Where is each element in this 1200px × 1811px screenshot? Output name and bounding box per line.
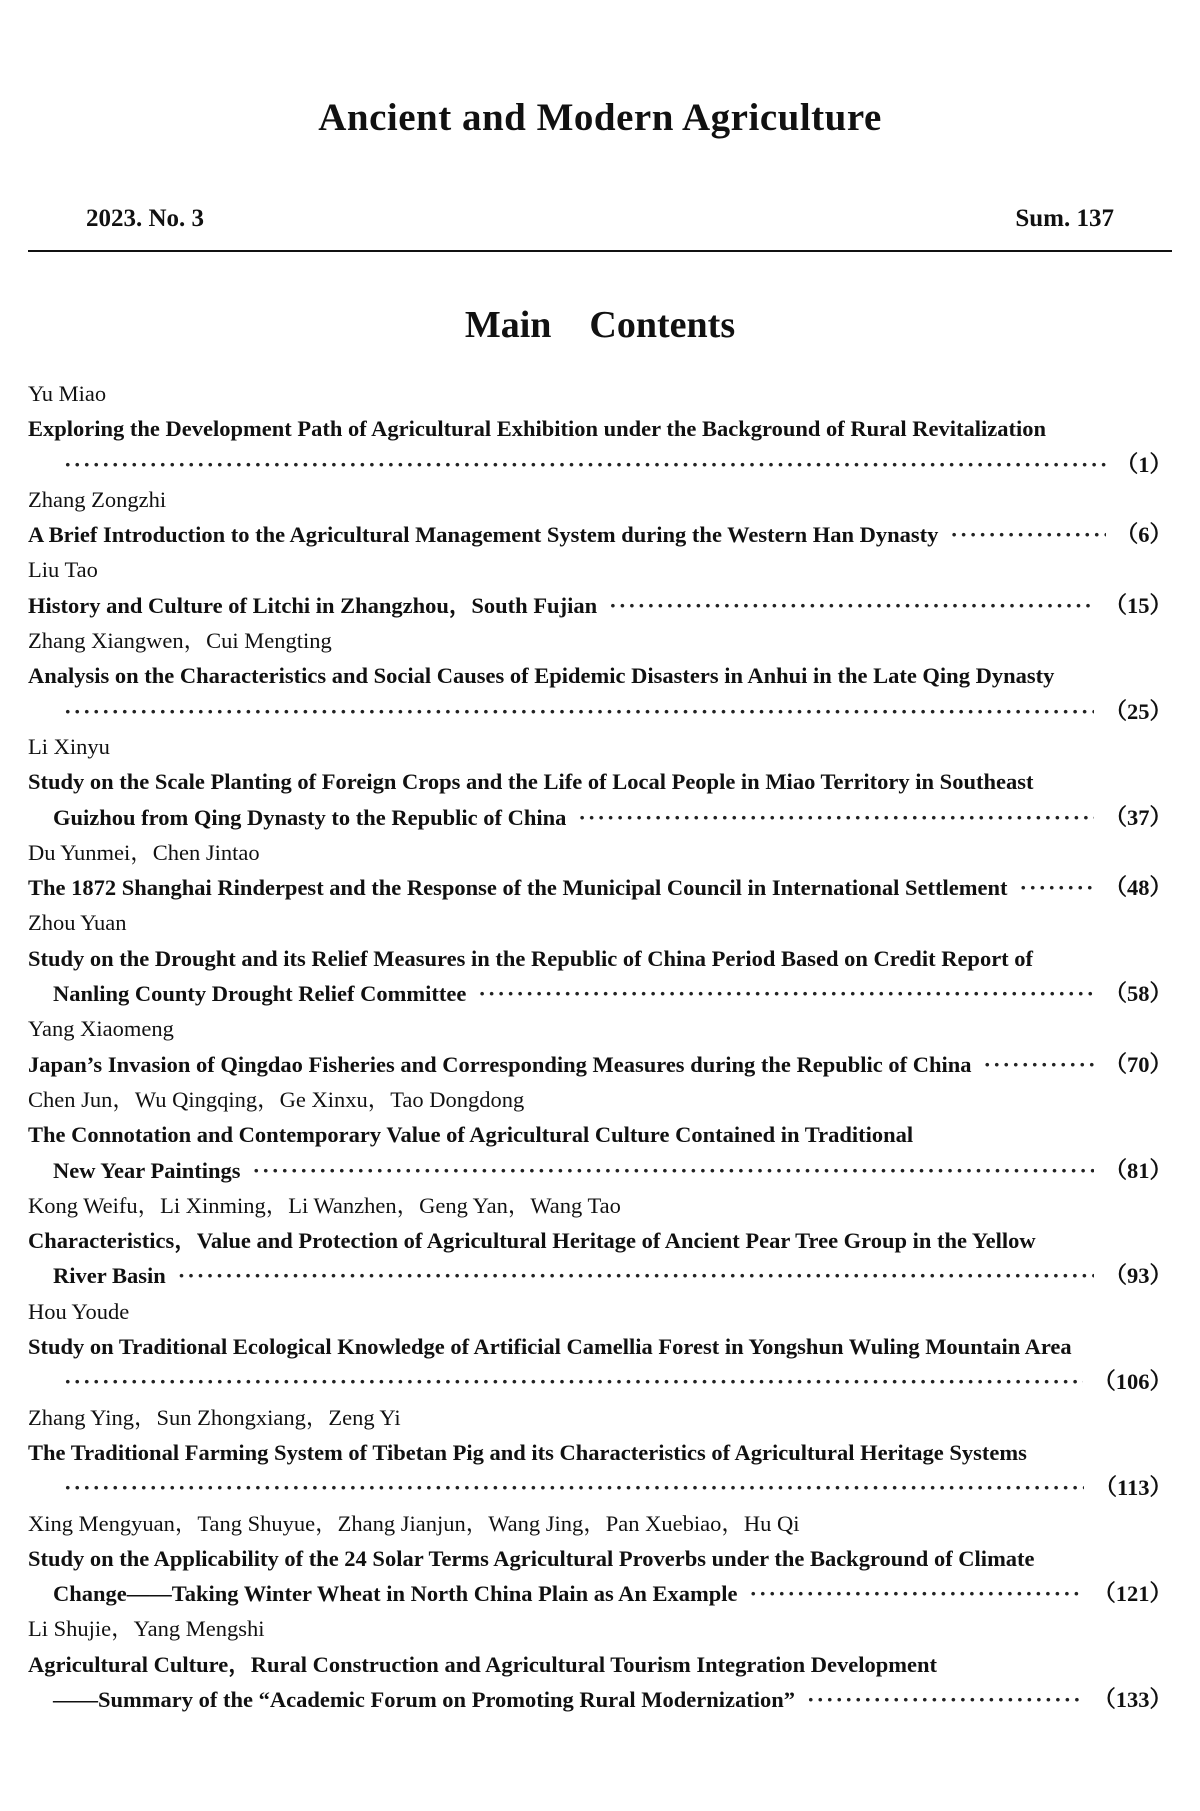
dot-leader [478,976,1094,1011]
dot-leader [253,1153,1095,1188]
toc-entry-title: New Year Paintings [53,1157,241,1183]
toc-entry-title: River Basin [53,1263,166,1289]
table-of-contents [28,376,1172,1717]
toc-entry-page: （15） [1104,592,1172,618]
toc-entry-title-line [28,1258,1172,1293]
dot-leader [64,694,1094,729]
toc-entry-authors: Chen Jun，Wu Qingqing，Ge Xinxu，Tao Dongdong [28,1086,525,1112]
journal-title: Ancient and Modern Agriculture [318,96,882,139]
toc-entry-authors: Kong Weifu，Li Xinming，Li Wanzhen，Geng Yan，Wang Tao [28,1192,621,1218]
toc-entry-authors: Zhou Yuan [28,910,127,936]
toc-entry-title: Study on the Scale Planting of Foreign Crops and the Life of Local People in Miao Territory in Southeast [28,769,1034,795]
dot-leader [178,1258,1095,1293]
toc-entry[interactable] [28,1294,1172,1400]
toc-entry-title-line [28,1117,1172,1152]
toc-entry[interactable] [28,1506,1172,1612]
toc-entry-page: （25） [1104,698,1172,724]
toc-entry-page: （6） [1115,522,1172,548]
toc-entry[interactable] [28,1082,1172,1188]
dot-leader [578,800,1094,835]
toc-entry-page: （121） [1093,1581,1172,1607]
dot-leader [950,517,1105,552]
toc-entry[interactable] [28,905,1172,1011]
toc-entry[interactable] [28,729,1172,835]
toc-entry-title-line [28,764,1172,799]
toc-entry-page: （113） [1094,1475,1172,1501]
toc-entry-title: The 1872 Shanghai Rinderpest and the Response of the Municipal Council in International Settlement [28,875,1008,901]
toc-entry-title: Study on the Drought and its Relief Measures in the Republic of China Period Based on Credit Report of [28,945,1034,971]
dot-leader [750,1576,1084,1611]
toc-entry-title-line [28,447,1172,482]
toc-entry-title: Analysis on the Characteristics and Social Causes of Epidemic Disasters in Anhui in the Late Qing Dynasty [28,663,1055,689]
toc-entry-title: Exploring the Development Path of Agricultural Exhibition under the Background of Rural Revitalization [28,416,1046,442]
toc-entry-title-line [28,517,1172,552]
toc-entry-title: History and Culture of Litchi in Zhangzhou，South Fujian [28,592,598,618]
toc-entry-page: （1） [1115,451,1172,477]
dot-leader [64,447,1106,482]
toc-entry-title-line [28,1435,1172,1470]
toc-entry-title: A Brief Introduction to the Agricultural Management System during the Western Han Dynasty [28,522,939,548]
toc-entry-title: Guizhou from Qing Dynasty to the Republic of China [53,804,567,830]
toc-entry-authors: Du Yunmei，Chen Jintao [28,839,260,865]
toc-entry-title-line [28,870,1172,905]
dot-leader [984,1047,1095,1082]
dot-leader [807,1682,1083,1717]
toc-entry-title: Nanling County Drought Relief Committee [53,981,467,1007]
toc-entry[interactable] [28,1188,1172,1294]
toc-entry-title-line [28,1576,1172,1611]
toc-entry-title-line [28,976,1172,1011]
toc-entry-authors: Yang Xiaomeng [28,1016,174,1042]
dot-leader [609,588,1094,623]
toc-entry-page: （106） [1093,1369,1172,1395]
toc-entry-title-line [28,1223,1172,1258]
toc-entry-authors: Xing Mengyuan，Tang Shuyue，Zhang Jianjun，Wang Jing，Pan Xuebiao，Hu Qi [28,1510,800,1536]
toc-entry-page: （70） [1104,1051,1172,1077]
toc-entry-page: （93） [1104,1263,1172,1289]
toc-entry-page: （48） [1104,875,1172,901]
toc-entry-title: Study on the Applicability of the 24 Solar Terms Agricultural Proverbs under the Background of Climate [28,1545,1035,1571]
toc-entry-authors: Zhang Ying，Sun Zhongxiang，Zeng Yi [28,1404,401,1430]
issue-number: 2023. No. 3 [86,205,205,232]
toc-entry-title-line [28,941,1172,976]
toc-entry-authors: Li Shujie，Yang Mengshi [28,1616,265,1642]
toc-entry[interactable] [28,623,1172,729]
toc-entry-page: （81） [1104,1157,1172,1183]
toc-entry-title-line [28,1647,1172,1682]
toc-entry-title-line [28,1153,1172,1188]
toc-entry-title-line [28,1470,1172,1505]
toc-entry-authors: Zhang Xiangwen，Cui Mengting [28,628,332,654]
toc-entry-title-line [28,1329,1172,1364]
toc-entry[interactable] [28,376,1172,482]
toc-entry-authors: Liu Tao [28,557,98,583]
toc-entry-title-line [28,1364,1172,1399]
toc-entry-title: Change——Taking Winter Wheat in North China Plain as An Example [53,1581,738,1607]
toc-entry-title: Agricultural Culture，Rural Construction and Agricultural Tourism Integration Development [28,1651,937,1677]
toc-entry-title: Japan’s Invasion of Qingdao Fisheries and Corresponding Measures during the Republic of China [28,1051,972,1077]
toc-entry-authors: Zhang Zongzhi [28,486,167,512]
toc-entry-title-line [28,411,1172,446]
toc-entry-page: （37） [1104,804,1172,830]
dot-leader [1019,870,1094,905]
toc-entry[interactable] [28,1011,1172,1082]
toc-entry-title: Study on Traditional Ecological Knowledge of Artificial Camellia Forest in Yongshun Wuling Mountain Area [28,1334,1072,1360]
toc-entry-title-line [28,694,1172,729]
toc-entry-page: （58） [1104,981,1172,1007]
toc-entry-title-line [28,1682,1172,1717]
toc-entry-title-line [28,800,1172,835]
toc-entry-authors: Hou Youde [28,1298,130,1324]
toc-entry-title-line [28,588,1172,623]
dot-leader [64,1470,1084,1505]
toc-entry-authors: Li Xinyu [28,733,110,759]
toc-entry-title-line [28,1541,1172,1576]
sum-number: Sum. 137 [1015,205,1114,232]
toc-entry-title: Characteristics，Value and Protection of Agricultural Heritage of Ancient Pear Tree Group in the Yellow [28,1228,1036,1254]
toc-entry[interactable] [28,552,1172,623]
toc-entry-title: ——Summary of the “Academic Forum on Promoting Rural Modernization” [53,1686,796,1712]
toc-entry[interactable] [28,835,1172,906]
header-rule [28,250,1172,252]
contents-heading: Main Contents [464,304,736,346]
dot-leader [64,1364,1083,1399]
toc-entry[interactable] [28,1611,1172,1717]
toc-entry[interactable] [28,1400,1172,1506]
toc-entry-page: （133） [1093,1686,1172,1712]
toc-entry[interactable] [28,482,1172,553]
toc-entry-title-line [28,1047,1172,1082]
toc-entry-title: The Traditional Farming System of Tibetan Pig and its Characteristics of Agricultural Heritage Systems [28,1439,1027,1465]
toc-entry-title: The Connotation and Contemporary Value of Agricultural Culture Contained in Traditional [28,1122,914,1148]
toc-entry-title-line [28,658,1172,693]
toc-entry-authors: Yu Miao [28,381,107,406]
